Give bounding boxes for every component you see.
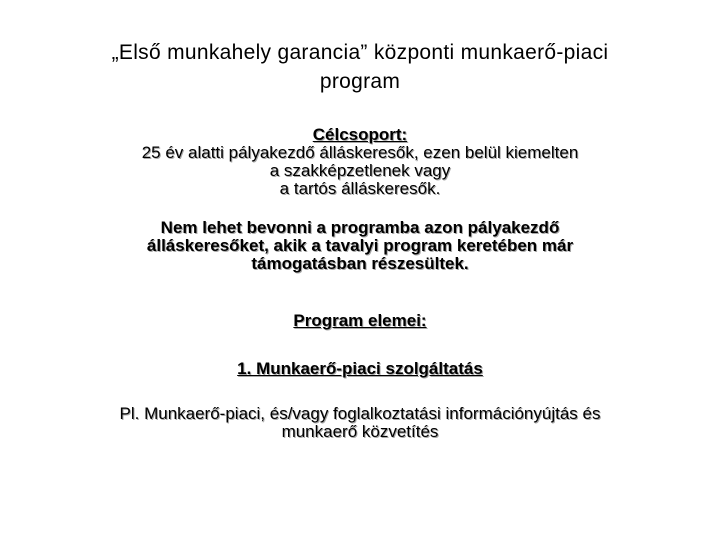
target-group-heading-wrap <box>40 126 680 144</box>
target-group-line-1: 25 év alatti pályakezdő álláskeresők, ezen belül kiemelten <box>141 143 579 162</box>
slide-title-line-1: „Első munkahely garancia” központi munkaerő-piaci <box>111 41 609 64</box>
target-group-line-2: a szakképzetlenek vagy <box>269 161 451 180</box>
target-group-line-3: a tartós álláskeresők. <box>279 179 441 198</box>
service-heading-wrap <box>40 360 680 378</box>
service-heading: 1. Munkaerő-piaci szolgáltatás <box>237 359 483 378</box>
program-elements-heading-wrap <box>40 312 680 330</box>
target-group-heading: Célcsoport: <box>312 125 408 144</box>
service-line-2: munkaerő közvetítés <box>281 422 439 441</box>
slide-title-line-2: program <box>319 70 401 93</box>
exclusion-section <box>40 219 680 273</box>
program-elements-heading: Program elemei: <box>293 311 427 330</box>
exclusion-line-3: támogatásban részesültek. <box>251 254 469 273</box>
service-line-1: Pl. Munkaerő-piaci, és/vagy foglalkoztatási információnyújtás és <box>119 404 601 423</box>
slide-title <box>60 38 660 96</box>
service-heading-section <box>40 360 680 378</box>
exclusion-line-1: Nem lehet bevonni a programba azon pályakezdő <box>160 218 560 237</box>
exclusion-line-2: álláskeresőket, akik a tavalyi program keretében már <box>146 236 574 255</box>
service-description <box>40 405 680 441</box>
target-group-section <box>40 126 680 198</box>
program-elements-section <box>40 312 680 330</box>
